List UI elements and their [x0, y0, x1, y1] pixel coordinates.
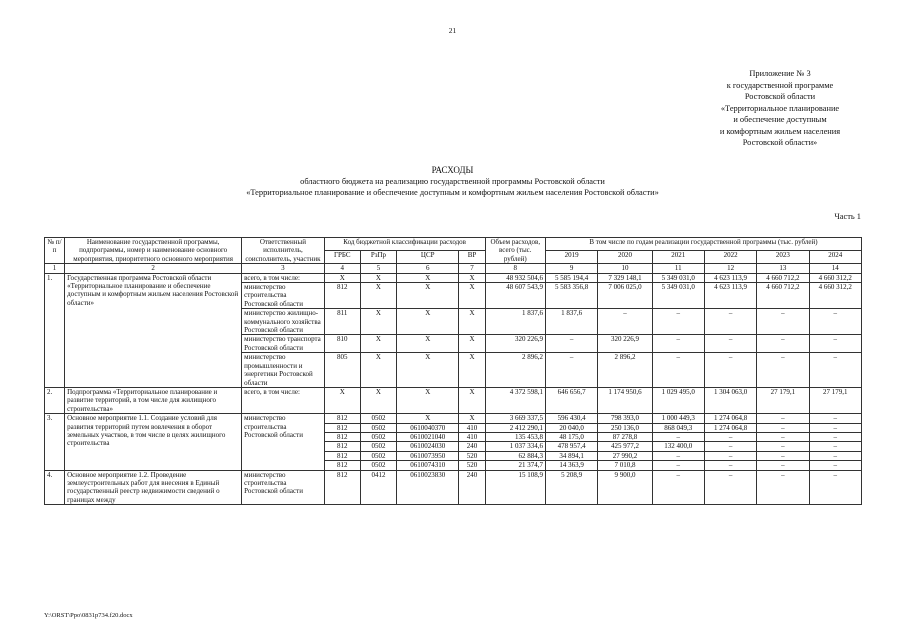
appendix-line: Приложение № 3	[749, 69, 811, 78]
year-value-cell: –	[809, 335, 861, 353]
year-value-cell: 478 957,4	[545, 442, 597, 451]
grbs-cell: 812	[324, 461, 360, 470]
year-value-cell: –	[704, 442, 756, 451]
row-responsible-cell: всего, в том числе:	[242, 387, 324, 413]
row-number-cell: 2.	[45, 387, 65, 413]
appendix-block	[680, 68, 880, 149]
row-responsible-cell: министерство транспорта Ростовской области	[242, 335, 324, 353]
column-index-row	[45, 264, 862, 273]
csr-cell: X	[397, 353, 459, 388]
year-value-cell: –	[757, 451, 809, 460]
year-value-cell: 5 349 031,0	[652, 273, 704, 282]
year-value-cell: –	[809, 432, 861, 441]
part-label: Часть 1	[834, 212, 861, 221]
year-value-cell: –	[652, 432, 704, 441]
year-value-cell: 596 430,4	[545, 414, 597, 423]
year-value-cell: 1 274 064,8	[704, 414, 756, 423]
year-value-cell: 27 179,1	[757, 387, 809, 413]
header-2023: 2023	[757, 251, 809, 264]
year-value-cell: –	[757, 414, 809, 423]
rzpr-cell: X	[360, 283, 396, 309]
year-value-cell: 2 896,2	[598, 353, 652, 388]
column-index: 9	[545, 264, 597, 273]
header-2022: 2022	[704, 251, 756, 264]
header-name: Наименование государственной программы, подпрограммы, номер и наименование основного мероприятия, приоритетного основного мероприятия	[65, 238, 242, 264]
grbs-cell: 812	[324, 432, 360, 441]
document-subtitle: «Территориальное планирование и обеспечение доступным и комфортным жильем населения Ростовской области»	[246, 188, 659, 197]
year-value-cell: –	[757, 353, 809, 388]
title-block	[0, 165, 905, 198]
file-path-footer: Y:\ORST\Ppo\0831p734.f20.docx	[44, 612, 133, 619]
grbs-cell: 810	[324, 335, 360, 353]
row-name-cell: Государственная программа Ростовской области «Территориальное планирование и обеспечение доступным и комфортным жильем населения Ростовской области»	[65, 273, 242, 387]
grbs-cell: 812	[324, 451, 360, 460]
year-value-cell: –	[809, 309, 861, 335]
year-value-cell: 20 040,0	[545, 423, 597, 432]
vr-cell: 520	[459, 461, 485, 470]
total-cell: 62 884,3	[485, 451, 545, 460]
vr-cell: 240	[459, 442, 485, 451]
header-rzpr: РзПр	[360, 251, 396, 264]
total-cell: 1 837,6	[485, 309, 545, 335]
year-value-cell: –	[652, 335, 704, 353]
year-value-cell: 132 400,0	[652, 442, 704, 451]
total-cell: 320 226,9	[485, 335, 545, 353]
column-index: 2	[65, 264, 242, 273]
header-total: Объем расходов, всего (тыс. рублей)	[485, 238, 545, 264]
row-name-cell: Подпрограмма «Территориальное планирование и развитие территорий, в том числе для жилищного строительства»	[65, 387, 242, 413]
grbs-cell: 812	[324, 283, 360, 309]
appendix-line: и комфортным жильем населения	[719, 126, 841, 136]
total-cell: 21 374,7	[485, 461, 545, 470]
year-value-cell: –	[652, 353, 704, 388]
year-value-cell: 868 049,3	[652, 423, 704, 432]
year-value-cell: 5 208,9	[545, 470, 597, 505]
column-index: 14	[809, 264, 861, 273]
year-value-cell: 27 990,2	[598, 451, 652, 460]
row-number-cell: 4.	[45, 470, 65, 505]
header-vr: ВР	[459, 251, 485, 264]
header-2019: 2019	[545, 251, 597, 264]
year-value-cell: –	[652, 470, 704, 505]
year-value-cell: –	[704, 309, 756, 335]
csr-cell: X	[397, 283, 459, 309]
expenses-table	[44, 237, 862, 505]
csr-cell: X	[397, 387, 459, 413]
grbs-cell: 811	[324, 309, 360, 335]
column-index: 11	[652, 264, 704, 273]
year-value-cell: 1 174 950,6	[598, 387, 652, 413]
csr-cell: X	[397, 335, 459, 353]
row-number-cell: 3.	[45, 414, 65, 470]
rzpr-cell: 0502	[360, 423, 396, 432]
year-value-cell: –	[757, 470, 809, 505]
year-value-cell: –	[809, 442, 861, 451]
appendix-line: и обеспечение доступным	[733, 115, 827, 124]
rzpr-cell: 0502	[360, 432, 396, 441]
document-title: РАСХОДЫ	[431, 165, 474, 175]
year-value-cell: 1 304 063,0	[704, 387, 756, 413]
row-responsible-cell: министерство промышленности и энергетики Ростовской области	[242, 353, 324, 388]
year-value-cell: 250 136,0	[598, 423, 652, 432]
year-value-cell: –	[704, 451, 756, 460]
year-value-cell: 1 837,6	[545, 309, 597, 335]
year-value-cell: –	[757, 461, 809, 470]
csr-cell: X	[397, 414, 459, 423]
row-number-cell: 1.	[45, 273, 65, 387]
year-value-cell: 1 029 495,0	[652, 387, 704, 413]
rzpr-cell: 0412	[360, 470, 396, 505]
year-value-cell: 34 894,1	[545, 451, 597, 460]
year-value-cell: 9 900,0	[598, 470, 652, 505]
year-value-cell: –	[809, 423, 861, 432]
year-value-cell: 87 278,8	[598, 432, 652, 441]
row-responsible-cell: министерство строительства Ростовской области	[242, 470, 324, 505]
year-value-cell: –	[809, 353, 861, 388]
total-cell: 48 932 504,6	[485, 273, 545, 282]
csr-cell: X	[397, 309, 459, 335]
header-csr: ЦСР	[397, 251, 459, 264]
year-value-cell: 4 623 113,9	[704, 273, 756, 282]
year-value-cell: –	[545, 353, 597, 388]
vr-cell: X	[459, 283, 485, 309]
appendix-line: Ростовской области	[744, 92, 816, 101]
total-cell: 4 372 598,1	[485, 387, 545, 413]
csr-cell: 0610024030	[397, 442, 459, 451]
year-value-cell: 1 000 449,3	[652, 414, 704, 423]
year-value-cell: –	[545, 335, 597, 353]
row-name-cell: Основное мероприятие 1.1. Создание условий для развития территорий путем вовлечения в оборот земельных участков, в том числе в целях жилищного строительства	[65, 414, 242, 470]
column-index: 1	[45, 264, 65, 273]
rzpr-cell: 0502	[360, 451, 396, 460]
total-cell: 135 453,8	[485, 432, 545, 441]
year-value-cell: –	[757, 423, 809, 432]
year-value-cell: 1 274 064,8	[704, 423, 756, 432]
column-index: 13	[757, 264, 809, 273]
csr-cell: 0610073950	[397, 451, 459, 460]
year-value-cell: –	[704, 470, 756, 505]
grbs-cell: 812	[324, 470, 360, 505]
year-value-cell: 14 363,9	[545, 461, 597, 470]
total-cell: 2 896,2	[485, 353, 545, 388]
grbs-cell: X	[324, 387, 360, 413]
table-row	[45, 273, 862, 282]
vr-cell: X	[459, 309, 485, 335]
year-value-cell: 4 660 312,2	[809, 273, 861, 282]
row-responsible-cell: всего, в том числе:	[242, 273, 324, 282]
header-years-group: В том числе по годам реализации государственной программы (тыс. рублей)	[545, 238, 861, 251]
year-value-cell: –	[652, 451, 704, 460]
grbs-cell: 812	[324, 414, 360, 423]
year-value-cell: 425 977,2	[598, 442, 652, 451]
vr-cell: 240	[459, 470, 485, 505]
year-value-cell: –	[757, 309, 809, 335]
year-value-cell: –	[704, 432, 756, 441]
year-value-cell: –	[809, 451, 861, 460]
vr-cell: 410	[459, 432, 485, 441]
header-code-group: Код бюджетной классификации расходов	[324, 238, 485, 251]
year-value-cell: 4 660 312,2	[809, 283, 861, 309]
year-value-cell: –	[704, 461, 756, 470]
vr-cell: X	[459, 387, 485, 413]
csr-cell: 0610021040	[397, 432, 459, 441]
rzpr-cell: X	[360, 309, 396, 335]
year-value-cell: –	[652, 461, 704, 470]
column-index: 12	[704, 264, 756, 273]
csr-cell: 0610023830	[397, 470, 459, 505]
column-index: 6	[397, 264, 459, 273]
total-cell: 15 108,9	[485, 470, 545, 505]
appendix-line: Ростовской области»	[742, 138, 818, 147]
table-row	[45, 387, 862, 413]
row-responsible-cell: министерство строительства Ростовской области	[242, 414, 324, 470]
year-value-cell: –	[704, 335, 756, 353]
column-index: 4	[324, 264, 360, 273]
table-body	[45, 273, 862, 505]
year-value-cell: 5 585 194,4	[545, 273, 597, 282]
appendix-line: «Территориальное планирование	[720, 103, 840, 113]
rzpr-cell: 0502	[360, 461, 396, 470]
rzpr-cell: X	[360, 335, 396, 353]
column-index: 3	[242, 264, 324, 273]
year-value-cell: –	[809, 470, 861, 505]
document-subtitle: областного бюджета на реализацию государственной программы Ростовской области	[300, 177, 605, 186]
total-cell: 2 412 290,1	[485, 423, 545, 432]
year-value-cell: –	[704, 353, 756, 388]
grbs-cell: X	[324, 273, 360, 282]
table-row	[45, 414, 862, 423]
header-grbs: ГРБС	[324, 251, 360, 264]
year-value-cell: 4 660 712,2	[757, 273, 809, 282]
page-number: 21	[448, 26, 457, 35]
year-value-cell: 5 349 031,0	[652, 283, 704, 309]
header-2021: 2021	[652, 251, 704, 264]
year-value-cell: 48 175,0	[545, 432, 597, 441]
grbs-cell: 805	[324, 353, 360, 388]
vr-cell: 520	[459, 451, 485, 460]
row-name-cell: Основное мероприятие 1.2. Проведение землеустроительных работ для внесения в Единый государственный реестр недвижимости сведений о границах между	[65, 470, 242, 505]
row-responsible-cell: министерство жилищно-коммунального хозяйства Ростовской области	[242, 309, 324, 335]
year-value-cell: –	[652, 309, 704, 335]
rzpr-cell: X	[360, 387, 396, 413]
csr-cell: 0610040370	[397, 423, 459, 432]
grbs-cell: 812	[324, 423, 360, 432]
year-value-cell: 646 656,7	[545, 387, 597, 413]
vr-cell: 410	[459, 423, 485, 432]
total-cell: 48 607 543,9	[485, 283, 545, 309]
csr-cell: 0610074310	[397, 461, 459, 470]
rzpr-cell: 0502	[360, 442, 396, 451]
rzpr-cell: 0502	[360, 414, 396, 423]
year-value-cell: 4 623 113,9	[704, 283, 756, 309]
year-value-cell: 7 329 148,1	[598, 273, 652, 282]
vr-cell: X	[459, 353, 485, 388]
column-index: 7	[459, 264, 485, 273]
vr-cell: X	[459, 273, 485, 282]
column-index: 10	[598, 264, 652, 273]
year-value-cell: –	[598, 309, 652, 335]
year-value-cell: 7 010,8	[598, 461, 652, 470]
header-2020: 2020	[598, 251, 652, 264]
year-value-cell: –	[809, 414, 861, 423]
column-index: 8	[485, 264, 545, 273]
header-num: № п/п	[45, 238, 65, 264]
year-value-cell: 7 006 025,0	[598, 283, 652, 309]
column-index: 5	[360, 264, 396, 273]
table-row	[45, 470, 862, 505]
total-cell: 1 037 334,6	[485, 442, 545, 451]
rzpr-cell: X	[360, 273, 396, 282]
csr-cell: X	[397, 273, 459, 282]
total-cell: 3 669 337,5	[485, 414, 545, 423]
year-value-cell: –	[809, 461, 861, 470]
vr-cell: X	[459, 335, 485, 353]
year-value-cell: 4 660 712,2	[757, 283, 809, 309]
header-2024: 2024	[809, 251, 861, 264]
appendix-line: к государственной программе	[726, 80, 834, 90]
year-value-cell: –	[757, 442, 809, 451]
row-responsible-cell: министерство строительства Ростовской области	[242, 283, 324, 309]
year-value-cell: 320 226,9	[598, 335, 652, 353]
header-resp: Ответственный исполнитель, соисполнитель, участник	[242, 238, 324, 264]
year-value-cell: 798 393,0	[598, 414, 652, 423]
grbs-cell: 812	[324, 442, 360, 451]
rzpr-cell: X	[360, 353, 396, 388]
year-value-cell: 27 179,1	[809, 387, 861, 413]
vr-cell: X	[459, 414, 485, 423]
year-value-cell: –	[757, 335, 809, 353]
year-value-cell: 5 583 356,8	[545, 283, 597, 309]
year-value-cell: –	[757, 432, 809, 441]
